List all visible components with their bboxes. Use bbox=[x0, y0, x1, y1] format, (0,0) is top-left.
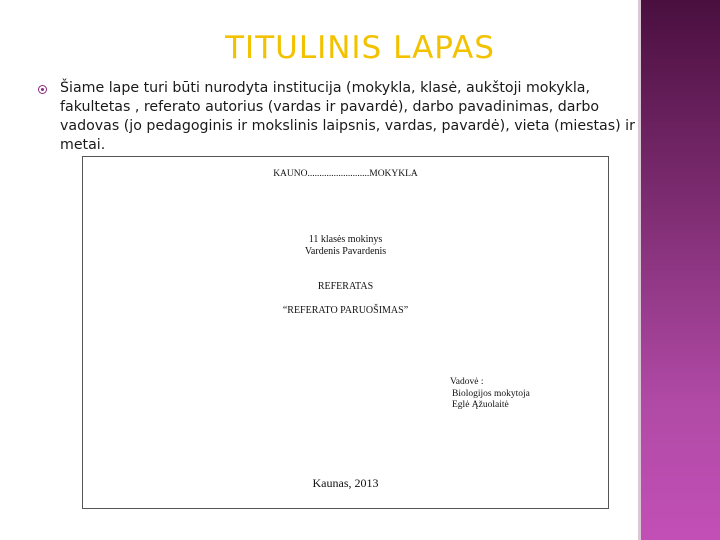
supervisor-label: Vadovė : bbox=[450, 377, 484, 387]
slide-title: TITULINIS LAPAS bbox=[225, 30, 495, 66]
place-year: Kaunas, 2013 bbox=[312, 476, 379, 490]
work-type-label: REFERATAS bbox=[317, 281, 374, 292]
bullet-text: Šiame lape turi būti nurodyta institucija (mokykla, klasė, aukštoji mokykla, fakultetas , referato autorius (vardas ir pavardė), darbo pavadinimas, darbo vadovas (jo pedagoginis ir mokslinis laipsnis, vardas, pavardė), vieta (miestas) ir metai. bbox=[60, 80, 635, 153]
decorative-side-band bbox=[641, 0, 720, 540]
work-topic: “REFERATO PARUOŠIMAS” bbox=[282, 305, 409, 316]
student-class: 11 klasės mokinys bbox=[308, 234, 383, 245]
supervisor-name: Eglė Ąžuolaitė bbox=[452, 400, 509, 410]
supervisor-role: Biologijos mokytoja bbox=[452, 388, 530, 399]
circle-bullet-icon bbox=[38, 85, 47, 94]
school-name: KAUNO..........................MOKYKLA bbox=[273, 169, 418, 179]
title-page-sample bbox=[82, 156, 609, 509]
supervisor-block bbox=[450, 377, 530, 412]
student-name: Vardenis Pavardenis bbox=[304, 246, 387, 257]
